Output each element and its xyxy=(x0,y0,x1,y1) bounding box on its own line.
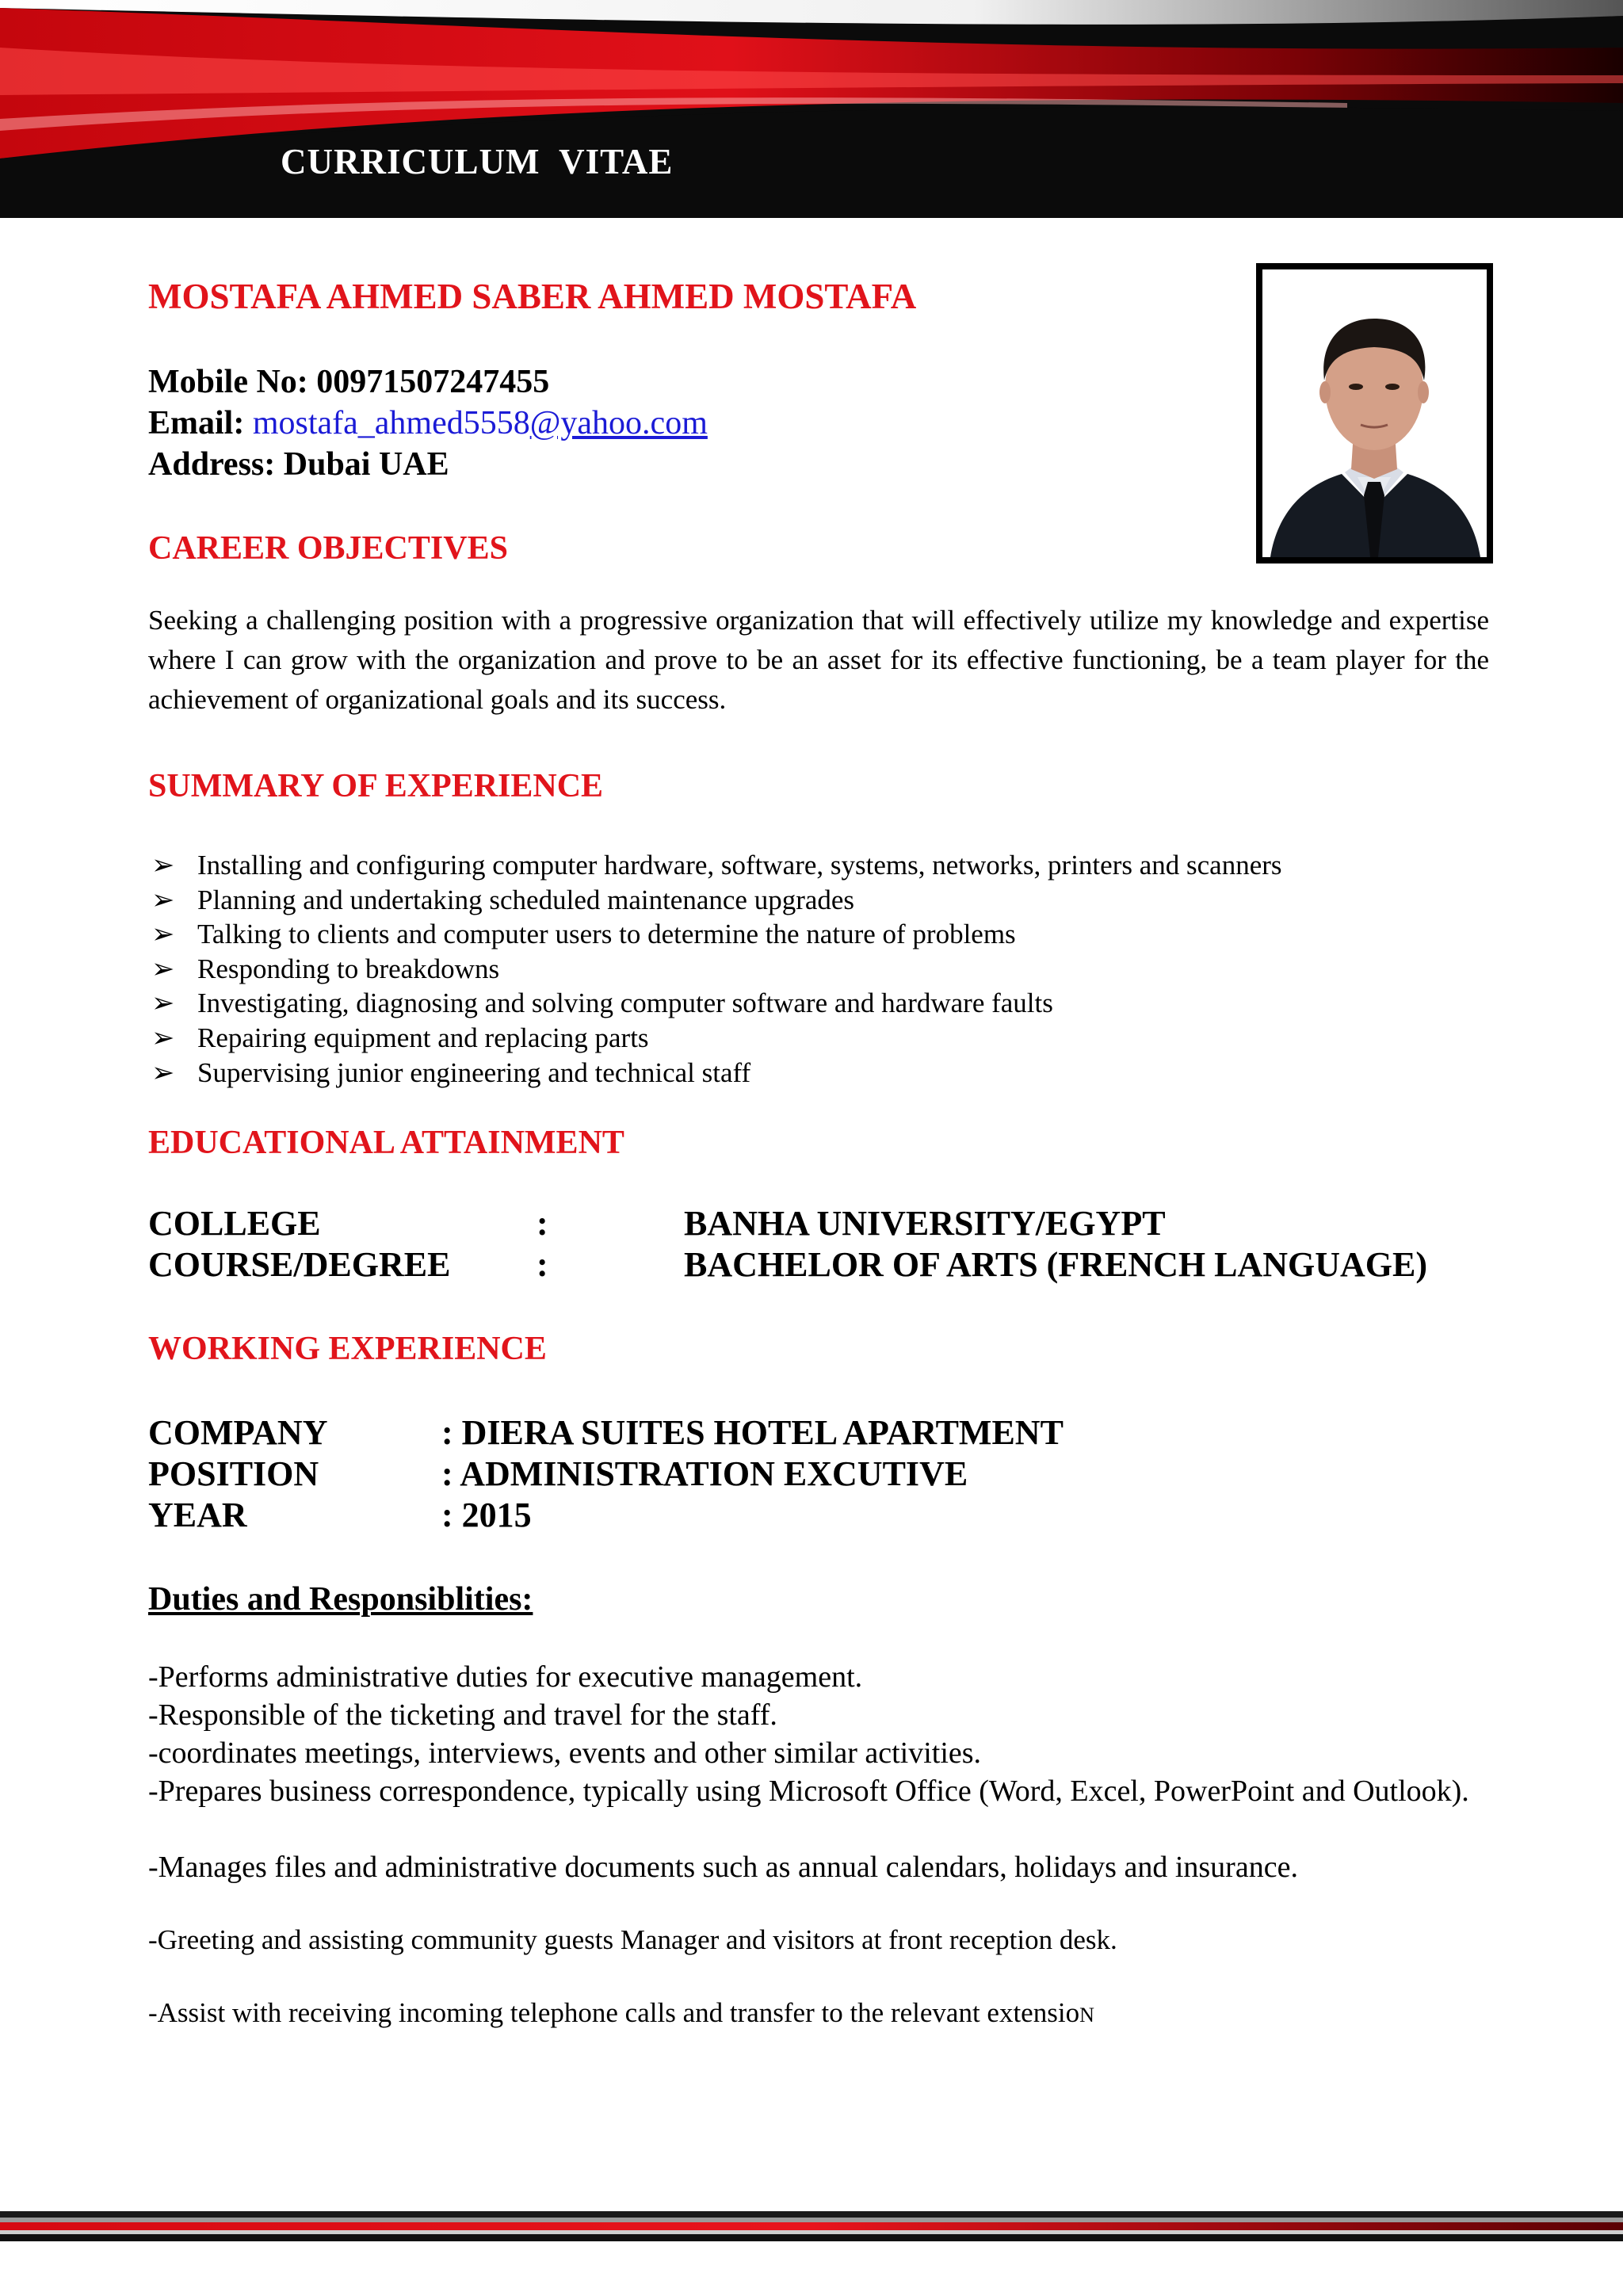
education-value: BACHELOR OF ARTS (FRENCH LANGUAGE) xyxy=(684,1245,1428,1284)
education-key: COLLEGE xyxy=(148,1204,321,1243)
profile-photo xyxy=(1256,263,1493,563)
address-line xyxy=(148,444,708,485)
summary-heading: SUMMARY OF EXPERIENCE xyxy=(148,768,604,804)
work-value: : ADMINISTRATION EXCUTIVE xyxy=(441,1454,968,1493)
list-item: ➢ Installing and configuring computer hardware, software, systems, networks, printers and scanners xyxy=(148,848,1282,883)
list-item: -Prepares business correspondence, typically using Microsoft Office (Word, Excel, PowerPoint and Outlook). xyxy=(148,1775,1469,1808)
header-swoosh-graphic xyxy=(0,0,1623,218)
list-item: ➢ Responding to breakdowns xyxy=(148,952,1282,987)
work-key: POSITION xyxy=(148,1454,319,1493)
footer-band xyxy=(0,2211,1623,2259)
arrowhead-bullet-icon: ➢ xyxy=(151,1022,175,1053)
arrowhead-bullet-icon: ➢ xyxy=(151,1056,175,1088)
list-item: -Performs administrative duties for executive management. xyxy=(148,1660,863,1694)
footer-stripes-graphic xyxy=(0,2211,1623,2259)
education-separator: : xyxy=(537,1204,548,1243)
person-photo-graphic xyxy=(1262,269,1487,557)
list-item: -coordinates meetings, interviews, events and other similar activities. xyxy=(148,1736,982,1770)
education-row-degree xyxy=(148,1244,1427,1286)
education-row-college xyxy=(148,1203,1427,1244)
work-value: : 2015 xyxy=(441,1496,532,1534)
list-item: ➢ Repairing equipment and replacing parts xyxy=(148,1021,1282,1056)
address-label: Address: xyxy=(148,446,276,483)
list-item: -Manages files and administrative documents such as annual calendars, holidays and insurance. xyxy=(148,1851,1298,1884)
list-item: ➢ Planning and undertaking scheduled maintenance upgrades xyxy=(148,883,1282,918)
list-item: -Greeting and assisting community guests Manager and visitors at front reception desk. xyxy=(148,1924,1117,1955)
mobile-line xyxy=(148,361,708,403)
arrowhead-bullet-icon: ➢ xyxy=(151,850,175,881)
work-table xyxy=(148,1412,1064,1536)
duty-text-tail: N xyxy=(1079,2004,1094,2027)
education-key: COURSE/DEGREE xyxy=(148,1245,451,1284)
list-item: -Responsible of the ticketing and travel for the staff. xyxy=(148,1698,777,1732)
email-domain: @yahoo.com xyxy=(529,405,708,441)
list-item xyxy=(148,1994,1511,2034)
document-title: CURRICULUM VITAE xyxy=(281,142,674,181)
education-table xyxy=(148,1203,1427,1286)
mobile-value: 00971507247455 xyxy=(316,364,550,400)
work-key: YEAR xyxy=(148,1496,247,1534)
arrowhead-bullet-icon: ➢ xyxy=(151,953,175,984)
arrowhead-bullet-icon: ➢ xyxy=(151,884,175,915)
email-label: Email: xyxy=(148,405,245,441)
list-item: ➢ Investigating, diagnosing and solving computer software and hardware faults xyxy=(148,986,1282,1021)
education-heading: EDUCATIONAL ATTAINMENT xyxy=(148,1125,624,1161)
summary-list xyxy=(148,848,1282,1090)
career-objectives-heading: CAREER OBJECTIVES xyxy=(148,530,508,567)
work-row-year xyxy=(148,1495,1064,1536)
education-separator: : xyxy=(537,1245,548,1284)
list-item: ➢ Supervising junior engineering and technical staff xyxy=(148,1056,1282,1091)
duties-list xyxy=(148,1658,1511,2034)
contact-block xyxy=(148,361,708,485)
email-line xyxy=(148,403,708,444)
header-banner xyxy=(0,0,1623,218)
work-key: COMPANY xyxy=(148,1413,328,1452)
email-user: mostafa_ahmed5558 xyxy=(252,405,530,441)
duties-heading: Duties and Responsiblities: xyxy=(148,1581,533,1618)
education-value: BANHA UNIVERSITY/EGYPT xyxy=(684,1204,1166,1243)
arrowhead-bullet-icon: ➢ xyxy=(151,988,175,1019)
mobile-label: Mobile No: xyxy=(148,364,308,400)
work-row-position xyxy=(148,1454,1064,1495)
work-heading: WORKING EXPERIENCE xyxy=(148,1331,547,1367)
candidate-name: MOSTAFA AHMED SABER AHMED MOSTAFA xyxy=(148,277,917,316)
email-link[interactable] xyxy=(253,405,708,441)
career-objective-text: Seeking a challenging position with a progressive organization that will effectively utilize my knowledge and expertise where I can grow with the organization and prove to be an asset for its effective functioning, be a team player for the achievement of organizational goals and its success. xyxy=(148,605,1489,715)
work-row-company xyxy=(148,1412,1064,1454)
duty-text: -Assist with receiving incoming telephone calls and transfer to the relevant extensio xyxy=(148,1997,1080,2028)
list-item: ➢ Talking to clients and computer users to determine the nature of problems xyxy=(148,917,1282,952)
arrowhead-bullet-icon: ➢ xyxy=(151,919,175,950)
address-value: Dubai UAE xyxy=(283,446,449,483)
work-value: : DIERA SUITES HOTEL APARTMENT xyxy=(441,1413,1064,1452)
